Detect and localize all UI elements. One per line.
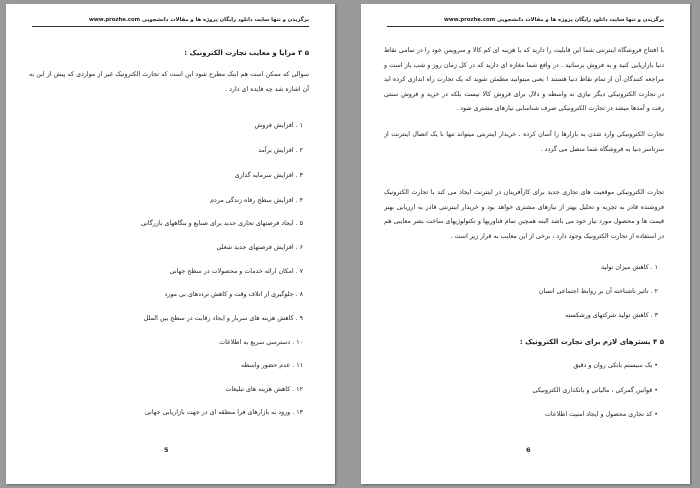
page-number: 6 (526, 446, 531, 454)
list-item: ۱ . کاهش میزان تولید (601, 264, 658, 271)
list-item: ۱۱ . عدم حضور واسطه (241, 362, 303, 369)
list-item: ۵ . ایجاد فرصتهای تجاری جدید برای صنایع و بنگاههای بازرگانی (140, 220, 303, 227)
list-item: ۸ . جلوگیری از اتلاف وقت و کاهش ترددهای بی مورد (164, 291, 303, 298)
document-page-right (361, 4, 690, 484)
intro-paragraph: سوالی که ممکن است هم اینک مطرح شود این است که تجارت الکترونیک غیر از مواردی که پیش از این به آن اشاره شد چه فایده ای دارد . (29, 71, 309, 93)
page-number: 5 (164, 446, 169, 454)
bullet-text: کد تجاری محصول و ایجاد امنیت اطلاعات (544, 411, 653, 418)
list-item: ۱۳ . ورود به بازارهای فرا منطقه ای در جهت بازاریابی جهانی (144, 409, 303, 416)
page-header: برگزیدن و تنها سایت دانلود رایگان پروژه ها و مقالات دانشجویی www.prozhe.com (387, 17, 664, 27)
bullet-text: قوانین گمرکی ، مالیاتی و بانکداری الکترونیکی (532, 387, 653, 394)
list-item: ۱۲ . کاهش هزینه های تبلیغات (225, 386, 303, 393)
section-heading: ۵ ۴ بسترهای لازم برای تجارت الکترونیک : (519, 338, 664, 346)
list-item: ۱۰ . دسترسی سریع به اطلاعات (219, 339, 303, 346)
bullet-item (545, 411, 658, 418)
list-item: ۴ . افزایش سطح رفاه زندگی مردم (210, 197, 303, 204)
list-item: ۱ . افزایش فروش (254, 122, 303, 129)
list-item: ۶ . افزایش فرصتهای جدید شغلی (216, 244, 303, 251)
list-item: ۹ . کاهش هزینه های سربار و ایجاد رقابت در سطح بین الملل (143, 315, 303, 322)
list-item: ۷ . امکان ارائه خدمات و محصولات در سطح جهانی (169, 268, 303, 275)
list-item: ۲ . افزایش برآمد (258, 147, 303, 154)
bullet-icon: • (652, 362, 658, 369)
bullet-icon: • (652, 411, 658, 418)
list-item: ۳ . کاهش تولید شرکتهای ورشکسته (565, 312, 658, 319)
bullet-item (573, 362, 658, 369)
bullet-text: یک سیستم بانکی روان و دقیق (573, 362, 653, 369)
document-page-left (6, 4, 335, 484)
paragraph: تجارت الکترونیکی موقعیت های تجاری جدید برای کارآفرینان در اینترنت ایجاد می کند با تجارت الکترونیک فروشنده قادر به تجربه و تحلیل بهتر از نیازهای مشتری خواهد بود و خریدار اینترنتی قادر به ارزیابی بهتر قیمت ها و محصول مورد نیاز خود می باشد البته همچین تمام فناوریها و تکنولوژیهای ساخت بشر معایبی هم در استفاده از تجارت الکترونیک وجود دارد ، برخی از این معایب به قرار زیر است . (384, 189, 664, 240)
bullet-icon: • (652, 387, 658, 394)
paragraph: با افتتاح فروشگاه اینترنتی شما این قابلیت را دارید که با هزینه ای کم کالا و سرویس خود را در تمامی نقاط دنیا بازاریابی کنید و به فروش برسانید . در واقع شما مغازه ای دارید که در کل زمان روز و شب باز است و مراجعه کنندگان آن از تمام نقاط دنیا هستند ! یعنی میتوانید مطمئن شوید که یک تجارت راه اندازی کرده اید در تجارت الکترونیکی دیگر نیازی به واسطه و دلال برای فروش کالا نیست بلکه در خرید و فروش سنتی رفت و آمدها میشد در تجارت الکترونیکی صرف شناسایی نیازهای مشتری شود . (384, 47, 664, 113)
paragraph: تجارت الکترونیکی وارد شدن به بازارها را آسان کرده ، خریدار اینترنتی میتواند تنها با یک اتصال اینترنت از سرتاسر دنیا به فروشگاه شما متصل می گردد . (384, 131, 664, 153)
list-item: ۲ . تاثیر ناشناخته آن بر روابط اجتماعی انسان (538, 288, 658, 295)
list-item: ۳ . افزایش سرمایه گذاری (234, 172, 303, 179)
bullet-item (532, 387, 658, 394)
page-header: برگزیدن و تنها سایت دانلود رایگان پروژه ها و مقالات دانشجویی www.prozhe.com (32, 17, 309, 27)
section-heading: ۵ ۳ مزایا و معایب تجارت الکترونیک : (184, 49, 309, 57)
